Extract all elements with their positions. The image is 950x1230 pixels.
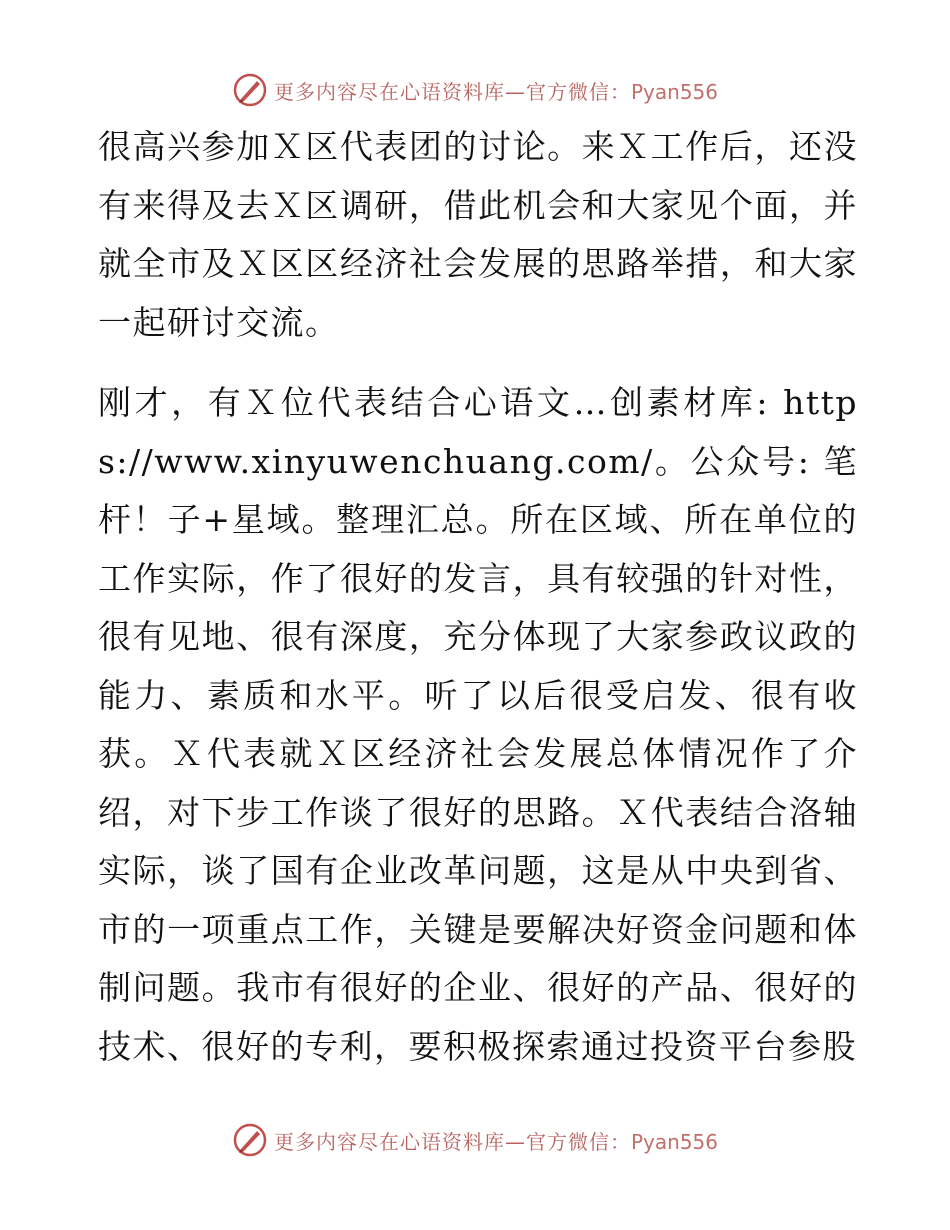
footer-banner-text [274,1126,718,1155]
header-banner [0,68,950,112]
footer-banner [0,1118,950,1162]
header-wechat-account: Pyan556 [630,79,718,104]
paragraph-2: 刚才，有Ｘ位代表结合心语文…创素材库: https://www.xinyuwenchuang.com/。公众号: 笔杆！子+星域。整理汇总。所在区域、所在单位的工作实际，作了很好的发言，具有较强的针对性，很有见地、很有深度，充分体现了大家参政议政的能力、素质和水平。听了以后很受启发、很有收获。Ｘ代表就Ｘ区经济社会发展总体情况作了介绍，对下步工作谈了很好的思路。Ｘ代表结合洛轴实际，谈了国有企业改革问题，这是从中央到省、市的一项重点工作，关键是要解决好资金问题和体制问题。我市有很好的企业、很好的产品、很好的技术、很好的专利，要积极探索通过投资平台参股 [98,383,858,1066]
footer-banner-label: 更多内容尽在心语资料库—官方微信： [273,1129,631,1154]
header-banner-text [274,76,718,105]
document-body [98,118,858,1076]
quill-logo-icon [232,1122,268,1158]
quill-logo-icon [232,72,268,108]
footer-wechat-account: Pyan556 [630,1129,718,1154]
paragraph-1: 很高兴参加Ｘ区代表团的讨论。来Ｘ工作后，还没有来得及去Ｘ区调研，借此机会和大家见个面，并就全市及Ｘ区区经济社会发展的思路举措，和大家一起研讨交流。 [98,127,858,342]
header-banner-label: 更多内容尽在心语资料库—官方微信： [273,79,631,104]
